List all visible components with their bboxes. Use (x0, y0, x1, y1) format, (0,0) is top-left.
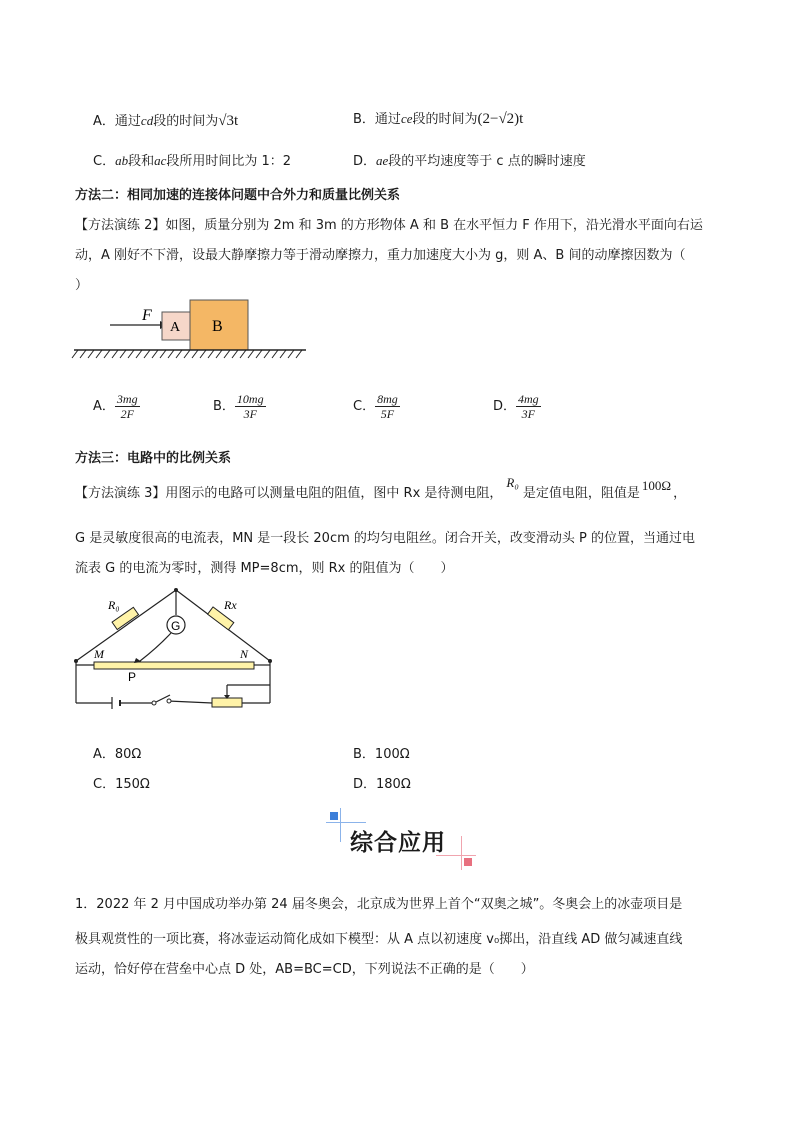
q1-line1: 1．2022 年 2 月中国成功举办第 24 届冬奥会，北京成为世界上首个“双奥之城”。冬奥会上的冰壶项目是 (75, 897, 683, 912)
ground-hatch (272, 350, 278, 358)
ground-hatch (216, 350, 222, 358)
svg-text:Rx: Rx (224, 598, 237, 612)
ground-hatch (136, 350, 142, 358)
method3-option-d: D．180Ω (353, 777, 411, 792)
corner-accent-blue (330, 812, 338, 820)
ground-hatch (80, 350, 86, 358)
ground-hatch (184, 350, 190, 358)
ground-hatch (208, 350, 214, 358)
ground-hatch (248, 350, 254, 358)
blocks-figure (70, 298, 310, 368)
method2-title: 方法二：相同加速的连接体问题中合外力和质量比例关系 (75, 188, 401, 203)
ground-hatch (128, 350, 134, 358)
ground-hatch (176, 350, 182, 358)
svg-text:G: G (171, 619, 181, 633)
ground-hatch (144, 350, 150, 358)
svg-text:P: P (128, 670, 137, 684)
ground-hatch (224, 350, 230, 358)
option-a-prev: A．通过cd段的时间为√3t (93, 113, 239, 129)
ground-hatch (112, 350, 118, 358)
ground-hatch (256, 350, 262, 358)
q1-line2: 极具观赏性的一项比赛，将冰壶运动简化成如下模型：从 A 点以初速度 v₀掷出，沿直线 AD 做匀减速直线 (75, 932, 683, 947)
option-b-prev: B．通过ce段的时间为(2−√2)t (353, 111, 524, 127)
svg-text:M: M (94, 647, 104, 661)
ground-hatch (240, 350, 246, 358)
method3-line3: 流表 G 的电流为零时，测得 MP=8cm，则 Rx 的阻值为（ ） (75, 561, 454, 576)
method2-option-d: D． $\frac{4mg}{3F}$ (493, 392, 539, 421)
ground-hatch (168, 350, 174, 358)
method2-line1: 【方法演练 2】如图，质量分别为 2m 和 3m 的方形物体 A 和 B 在水平恒力 F 作用下，沿光滑水平面向右运 (75, 218, 703, 233)
ground-hatch (120, 350, 126, 358)
ground-hatch (160, 350, 166, 358)
ground-hatch (264, 350, 270, 358)
q1-line3: 运动，恰好停在营垒中心点 D 处，AB=BC=CD，下列说法不正确的是（ ） (75, 962, 534, 977)
slide-wire-mn (94, 662, 254, 669)
section-title: 综合应用 (350, 830, 446, 856)
method2-line3: ） (75, 278, 89, 293)
svg-text:N: N (240, 647, 249, 661)
ground-hatch (72, 350, 78, 358)
ground-hatch (296, 350, 302, 358)
ground-hatch (232, 350, 238, 358)
option-c-prev: C．ab段和ac段所用时间比为 1：2 (93, 153, 292, 169)
method2-option-c: C． $\frac{8mg}{5F}$ (353, 392, 398, 421)
svg-text:R₀: R₀ (108, 598, 120, 612)
ground-hatch (192, 350, 198, 358)
method3-line2: G 是灵敏度很高的电流表，MN 是一段长 20cm 的均匀电阻丝。闭合开关，改变滑动头 P 的位置，当通过电 (75, 531, 696, 546)
ground-hatch (96, 350, 102, 358)
method3-option-c: C．150Ω (93, 777, 150, 792)
force-label: F (142, 307, 152, 324)
method3-option-a: A．80Ω (93, 747, 142, 762)
method3-option-b: B．100Ω (353, 747, 410, 762)
block-a-label: A (170, 320, 181, 335)
option-d-prev: D．ae段的平均速度等于 c 点的瞬时速度 (353, 153, 586, 169)
circuit-figure (70, 585, 280, 715)
ground-hatch (88, 350, 94, 358)
ground-hatch (288, 350, 294, 358)
method3-title: 方法三：电路中的比例关系 (75, 451, 232, 466)
method3-line1: 【方法演练 3】用图示的电路可以测量电阻的阻值，图中 Rx 是待测电阻，R₀是定值电阻，阻值是100Ω， (75, 475, 687, 501)
ground-hatch (200, 350, 206, 358)
ground-hatch (280, 350, 286, 358)
method2-option-b: B． $\frac{10mg}{3F}$ (213, 392, 264, 421)
method2-option-a: A． $\frac{3mg}{2F}$ (93, 392, 138, 421)
corner-accent-pink (464, 858, 472, 866)
ground-hatch (152, 350, 158, 358)
block-b-label: B (212, 318, 223, 335)
ground-hatch (104, 350, 110, 358)
method2-line2: 动，A 刚好不下滑，设最大静摩擦力等于滑动摩擦力，重力加速度大小为 g，则 A、B 间的动摩擦因数为（ (75, 248, 686, 263)
